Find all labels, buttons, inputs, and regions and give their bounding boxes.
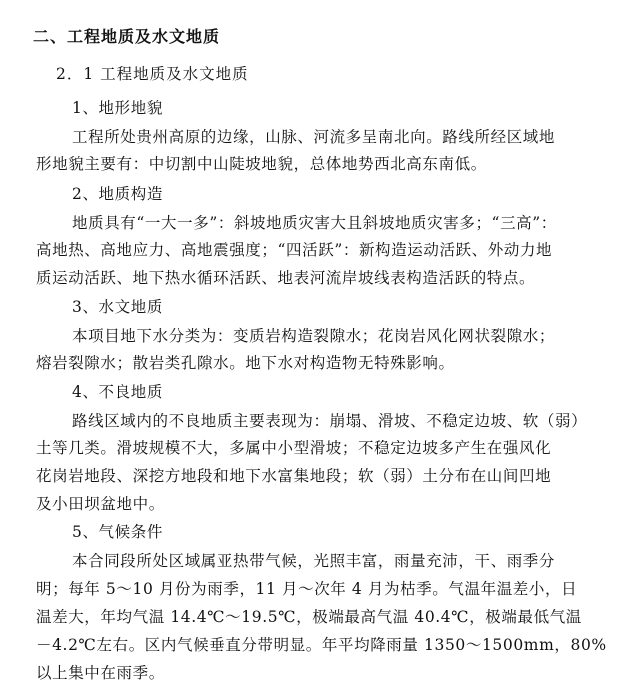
paragraph-line: 高地热、高地应力、高地震强度；“四活跃”：新构造运动活跃、外动力地 — [36, 241, 553, 259]
paragraph-line: 路线区域内的不良地质主要表现为：崩塌、滑坡、不稳定边坡、软（弱） — [72, 412, 588, 430]
heading-climate: 5、气候条件 — [72, 523, 163, 541]
section-title: 二、工程地质及水文地质 — [33, 27, 221, 46]
heading-geology: 2、地质构造 — [72, 185, 163, 203]
paragraph-line: －4.2℃左右。区内气候垂直分带明显。年平均降雨量 1350～1500mm，80% — [36, 636, 607, 654]
paragraph-line: 本合同段所处区域属亚热带气候，光照丰富，雨量充沛，干、雨季分 — [72, 552, 556, 570]
heading-terrain: 1、地形地貌 — [72, 99, 163, 117]
heading-hydrogeology: 3、水文地质 — [72, 298, 163, 316]
paragraph-line: 本项目地下水分类为：变质岩构造裂隙水；花岗岩风化网状裂隙水； — [72, 327, 556, 345]
paragraph-line: 温差大，年均气温 14.4℃～19.5℃，极端最高气温 40.4℃，极端最低气温 — [36, 608, 582, 626]
paragraph-line: 地质具有“一大一多”：斜坡地质灾害大且斜坡地质灾害多；“三高”： — [72, 214, 557, 232]
paragraph-line: 及小田坝盆地中。 — [36, 495, 165, 513]
heading-adverse-geology: 4、不良地质 — [72, 383, 163, 401]
paragraph-line: 质运动活跃、地下热水循环活跃、地表河流岸坡线表构造活跃的特点。 — [36, 269, 536, 287]
paragraph-line: 明；每年 5～10 月份为雨季，11 月～次年 4 月为枯季。气温年温差小，日 — [36, 580, 578, 598]
paragraph-line: 花岗岩地段、深挖方地段和地下水富集地段；软（弱）土分布在山间凹地 — [36, 467, 552, 485]
paragraph-line: 熔岩裂隙水；散岩类孔隙水。地下水对构造物无特殊影响。 — [36, 354, 455, 372]
paragraph-line: 以上集中在雨季。 — [36, 664, 165, 682]
subsection-title: 2．1 工程地质及水文地质 — [56, 65, 249, 83]
paragraph-line: 土等几类。滑坡规模不大，多属中小型滑坡；不稳定边坡多产生在强风化 — [36, 439, 552, 457]
paragraph-line: 形地貌主要有：中切割中山陡坡地貌，总体地势西北高东南低。 — [36, 155, 487, 173]
paragraph-line: 工程所处贵州高原的边缘，山脉、河流多呈南北向。路线所经区域地 — [72, 128, 556, 146]
